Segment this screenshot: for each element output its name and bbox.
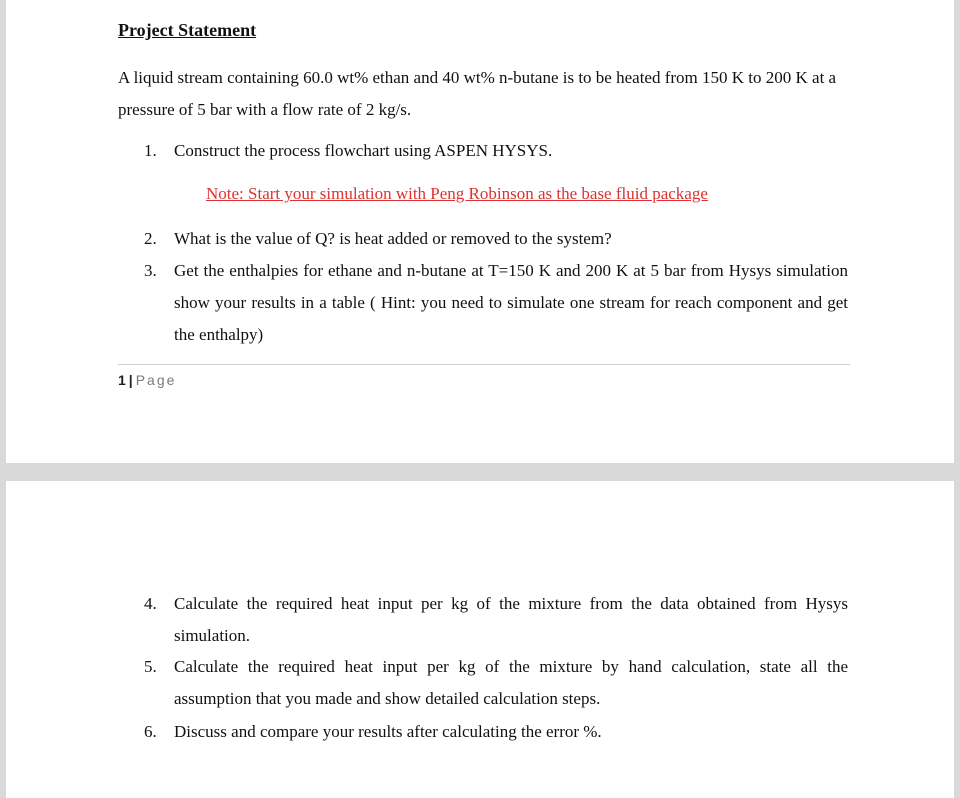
- list-item-4: [144, 588, 848, 652]
- list-item-text: Calculate the required heat input per kg of the mixture from the data obtained from Hysys simulation.: [174, 594, 848, 645]
- footer-divider: [118, 364, 850, 365]
- problem-description: A liquid stream containing 60.0 wt% ethan and 40 wt% n-butane is to be heated from 150 K to 200 K at a pressure of 5 bar with a flow rate of 2 kg/s.: [118, 68, 837, 119]
- list-item-number: 4.: [144, 594, 157, 613]
- list-item-text: Calculate the required heat input per kg of the mixture by hand calculation, state all the assumption that you made and show detailed calculation steps.: [174, 657, 848, 708]
- page-number: 1: [118, 372, 126, 388]
- page-label: Page: [135, 372, 177, 388]
- list-item-5: [144, 651, 848, 715]
- list-item-number: 5.: [144, 657, 157, 676]
- simulation-note: Note: Start your simulation with Peng Robinson as the base fluid package: [206, 184, 708, 203]
- list-item-text: What is the value of Q? is heat added or removed to the system?: [174, 229, 612, 248]
- page-footer: [118, 370, 176, 390]
- list-item-6: [144, 716, 848, 748]
- list-item-number: 6.: [144, 722, 157, 741]
- project-statement-title: Project Statement: [118, 20, 257, 40]
- list-item-3: [144, 255, 848, 351]
- list-item-number: 1.: [144, 141, 157, 160]
- list-item-number: 2.: [144, 229, 157, 248]
- list-item-2: [144, 223, 848, 255]
- footer-separator: |: [128, 372, 133, 388]
- list-item-1: [144, 135, 848, 167]
- document-page-2: [6, 481, 954, 798]
- list-item-text: Construct the process flowchart using ASPEN HYSYS.: [174, 141, 553, 160]
- list-item-text: Get the enthalpies for ethane and n-butane at T=150 K and 200 K at 5 bar from Hysys simulation show your results in a table ( Hint: you need to simulate one stream for reach component and get the enthalpy): [174, 261, 848, 344]
- list-item-text: Discuss and compare your results after calculating the error %.: [174, 722, 602, 741]
- list-item-number: 3.: [144, 261, 157, 280]
- document-page-1: [6, 0, 954, 463]
